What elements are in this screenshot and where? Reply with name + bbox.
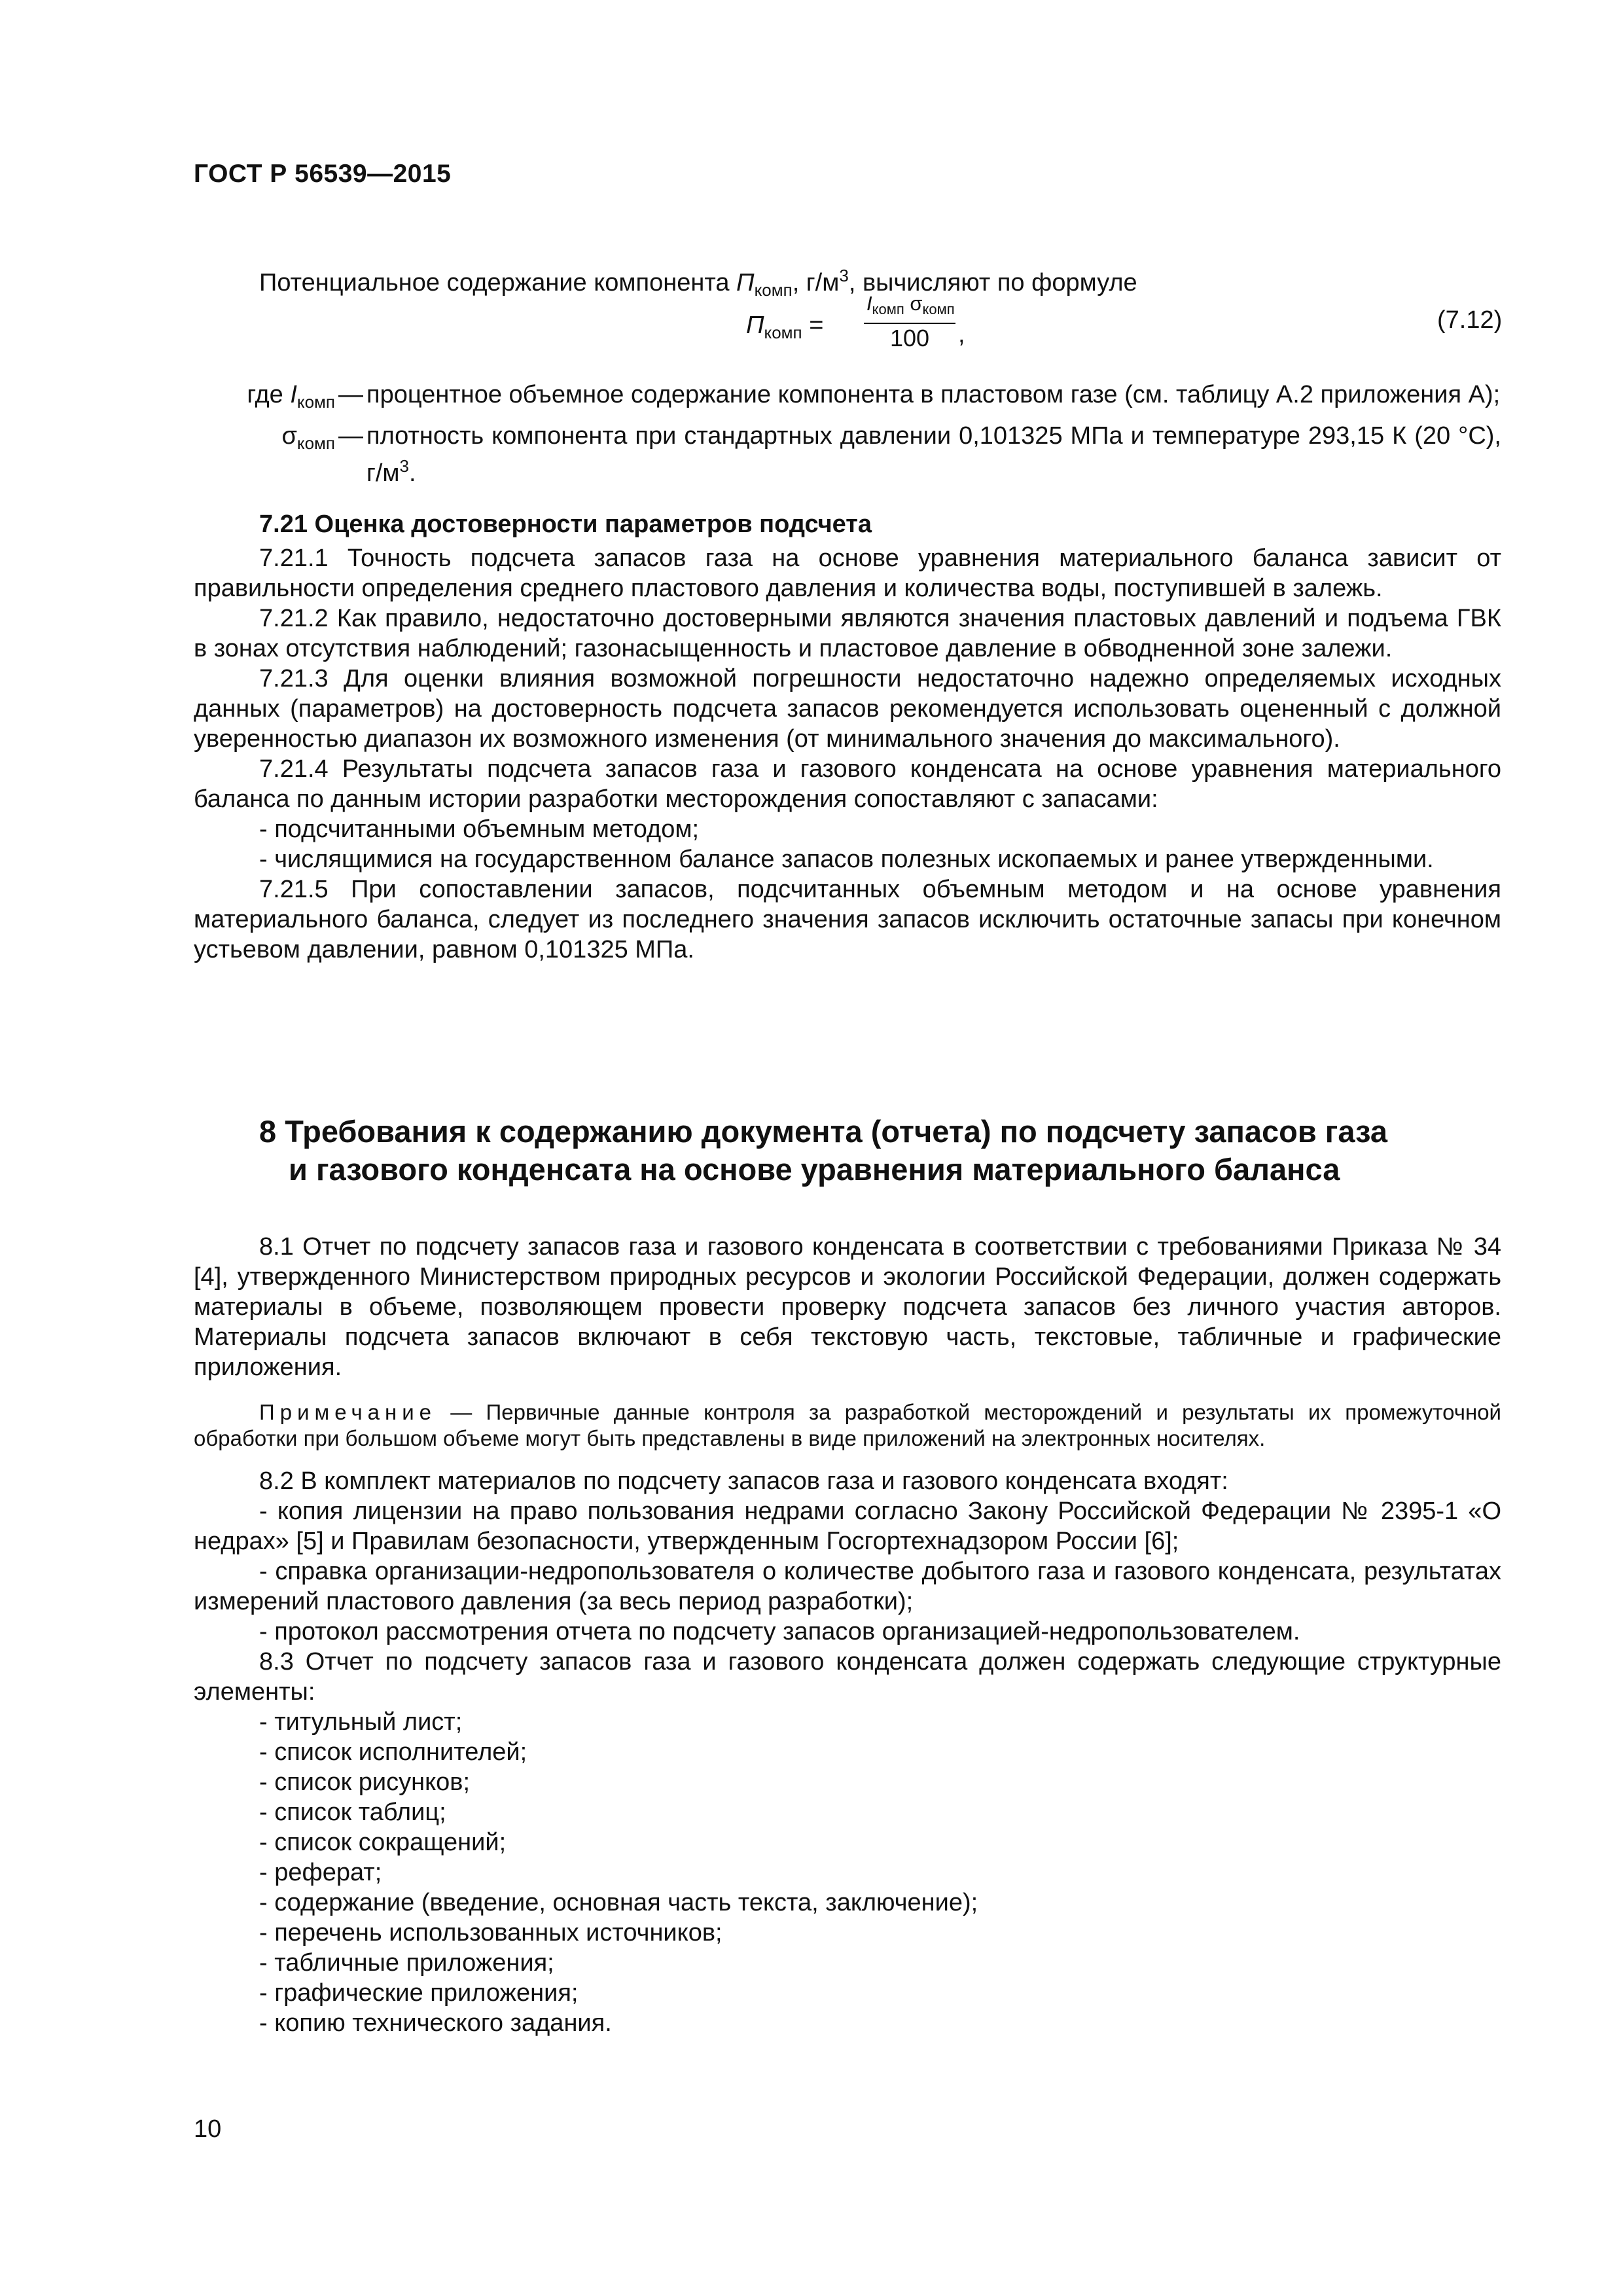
section-8-body [194,1232,1501,2038]
list-item: - список исполнителей; [259,1738,527,1766]
paragraph: 7.21.4 Результаты подсчета запасов газа и газового конденсата на основе уравнения материального баланса по данным истории разработки месторождения сопоставляют с запасами: [194,755,1501,813]
definition-list [194,380,1501,488]
list-item: - копия лицензии на право пользования недрами согласно Закону Российской Федерации № 2395-1 «О недрах» [5] и Правилам безопасности, утвержденным Госгортехнадзором России [6]; [194,1498,1501,1555]
list-item: - копию технического задания. [259,2009,612,2037]
section-7-21 [194,509,1501,965]
list-item: - подсчитанными объемным методом; [259,816,700,843]
paragraph: 7.21.5 При сопоставлении запасов, подсчитанных объемным методом и на основе уравнения материального баланса, следует из последнего значения запасов исключить остаточные запасы при конечном устьевом давлении, равном 0,101325 МПа. [194,876,1501,963]
definition-item: где $I_{комп}$ — процентное объемное содержание компонента в пластовом газе (см. таблицу А.2 приложения А); [247,381,1501,412]
equation-number: (7.12) [1437,306,1503,334]
section-heading: 7.21 Оценка достоверности параметров подсчета [259,511,872,538]
list-item: - протокол рассмотрения отчета по подсчету запасов организацией-недропользователем. [259,1618,1300,1645]
formula-lhs: $П_{комп}$ = [746,312,824,342]
formula-tail: , [958,321,965,348]
formula-intro: Потенциальное содержание компонента $П_{комп}$, $г/м^3$, вычисляют по формуле [259,266,1137,300]
list-item: - графические приложения; [259,1979,579,2007]
list-item: - перечень использованных источников; [259,1919,722,1946]
section-8-heading: 8 Требования к содержанию документа (отчета) по подсчету запасов газа и газового конденсата на основе уравнения материального баланса [259,1114,1387,1187]
definition-item: $\sigma_{комп}$ — плотность компонента при стандартных давлении 0,101325 МПа и температуре 293,15 К (20 °С), $г/м^3$. [281,422,1501,487]
list-item: - список таблиц; [259,1799,446,1826]
paragraph: 7.21.2 Как правило, недостаточно достоверными являются значения пластовых давлений и подъема ГВК в зонах отсутствия наблюдений; газонасыщенность и пластовое давление в обводненной зоне залежи. [194,605,1501,662]
list-item: - список рисунков; [259,1768,471,1796]
paragraph: 8.3 Отчет по подсчету запасов газа и газового конденсата должен содержать следующие структурные элементы: [194,1648,1501,1706]
formula-fraction: Iкомп σкомп 100 [864,292,955,353]
page-number: 10 [194,2115,222,2143]
list-item: - справка организации-недропользователя о количестве добытого газа и газового конденсата, результатах измерений пластового давления (за весь период разработки); [194,1558,1501,1615]
list-item: - список сокращений; [259,1829,507,1856]
list-item: - титульный лист; [259,1708,463,1736]
list-item: - содержание (введение, основная часть текста, заключение); [259,1889,978,1916]
paragraph: 7.21.1 Точность подсчета запасов газа на основе уравнения материального баланса зависит от правильности определения среднего пластового давления и количества воды, поступившей в залежь. [194,545,1501,602]
list-item: - числящимися на государственном балансе запасов полезных ископаемых и ранее утвержденными. [259,846,1434,873]
paragraph: 8.2 В комплект материалов по подсчету запасов газа и газового конденсата входят: [259,1467,1228,1495]
note: Примечание — Первичные данные контроля за разработкой месторождений и результаты их промежуточной обработки при большом объеме могут быть представлены в виде приложений на электронных носителях. [194,1400,1501,1450]
document-header: ГОСТ Р 56539—2015 [194,160,452,188]
list-item: - табличные приложения; [259,1949,554,1977]
list-item: - реферат; [259,1859,382,1886]
paragraph: 7.21.3 Для оценки влияния возможной погрешности недостаточно надежно определяемых исходных данных (параметров) на достоверность подсчета запасов рекомендуется использовать оцененный с должной уверенностью диапазон их возможного изменения (от минимального значения до максимального). [194,665,1501,753]
paragraph: 8.1 Отчет по подсчету запасов газа и газового конденсата в соответствии с требованиями Приказа № 34 [4], утвержденного Министерством природных ресурсов и экологии Российской Федерации, должен содержать материалы в объеме, позволяющем провести проверку подсчета запасов без личного участия авторов. Материалы подсчета запасов включают в себя текстовую часть, текстовые, табличные и графические приложения. [194,1233,1501,1381]
